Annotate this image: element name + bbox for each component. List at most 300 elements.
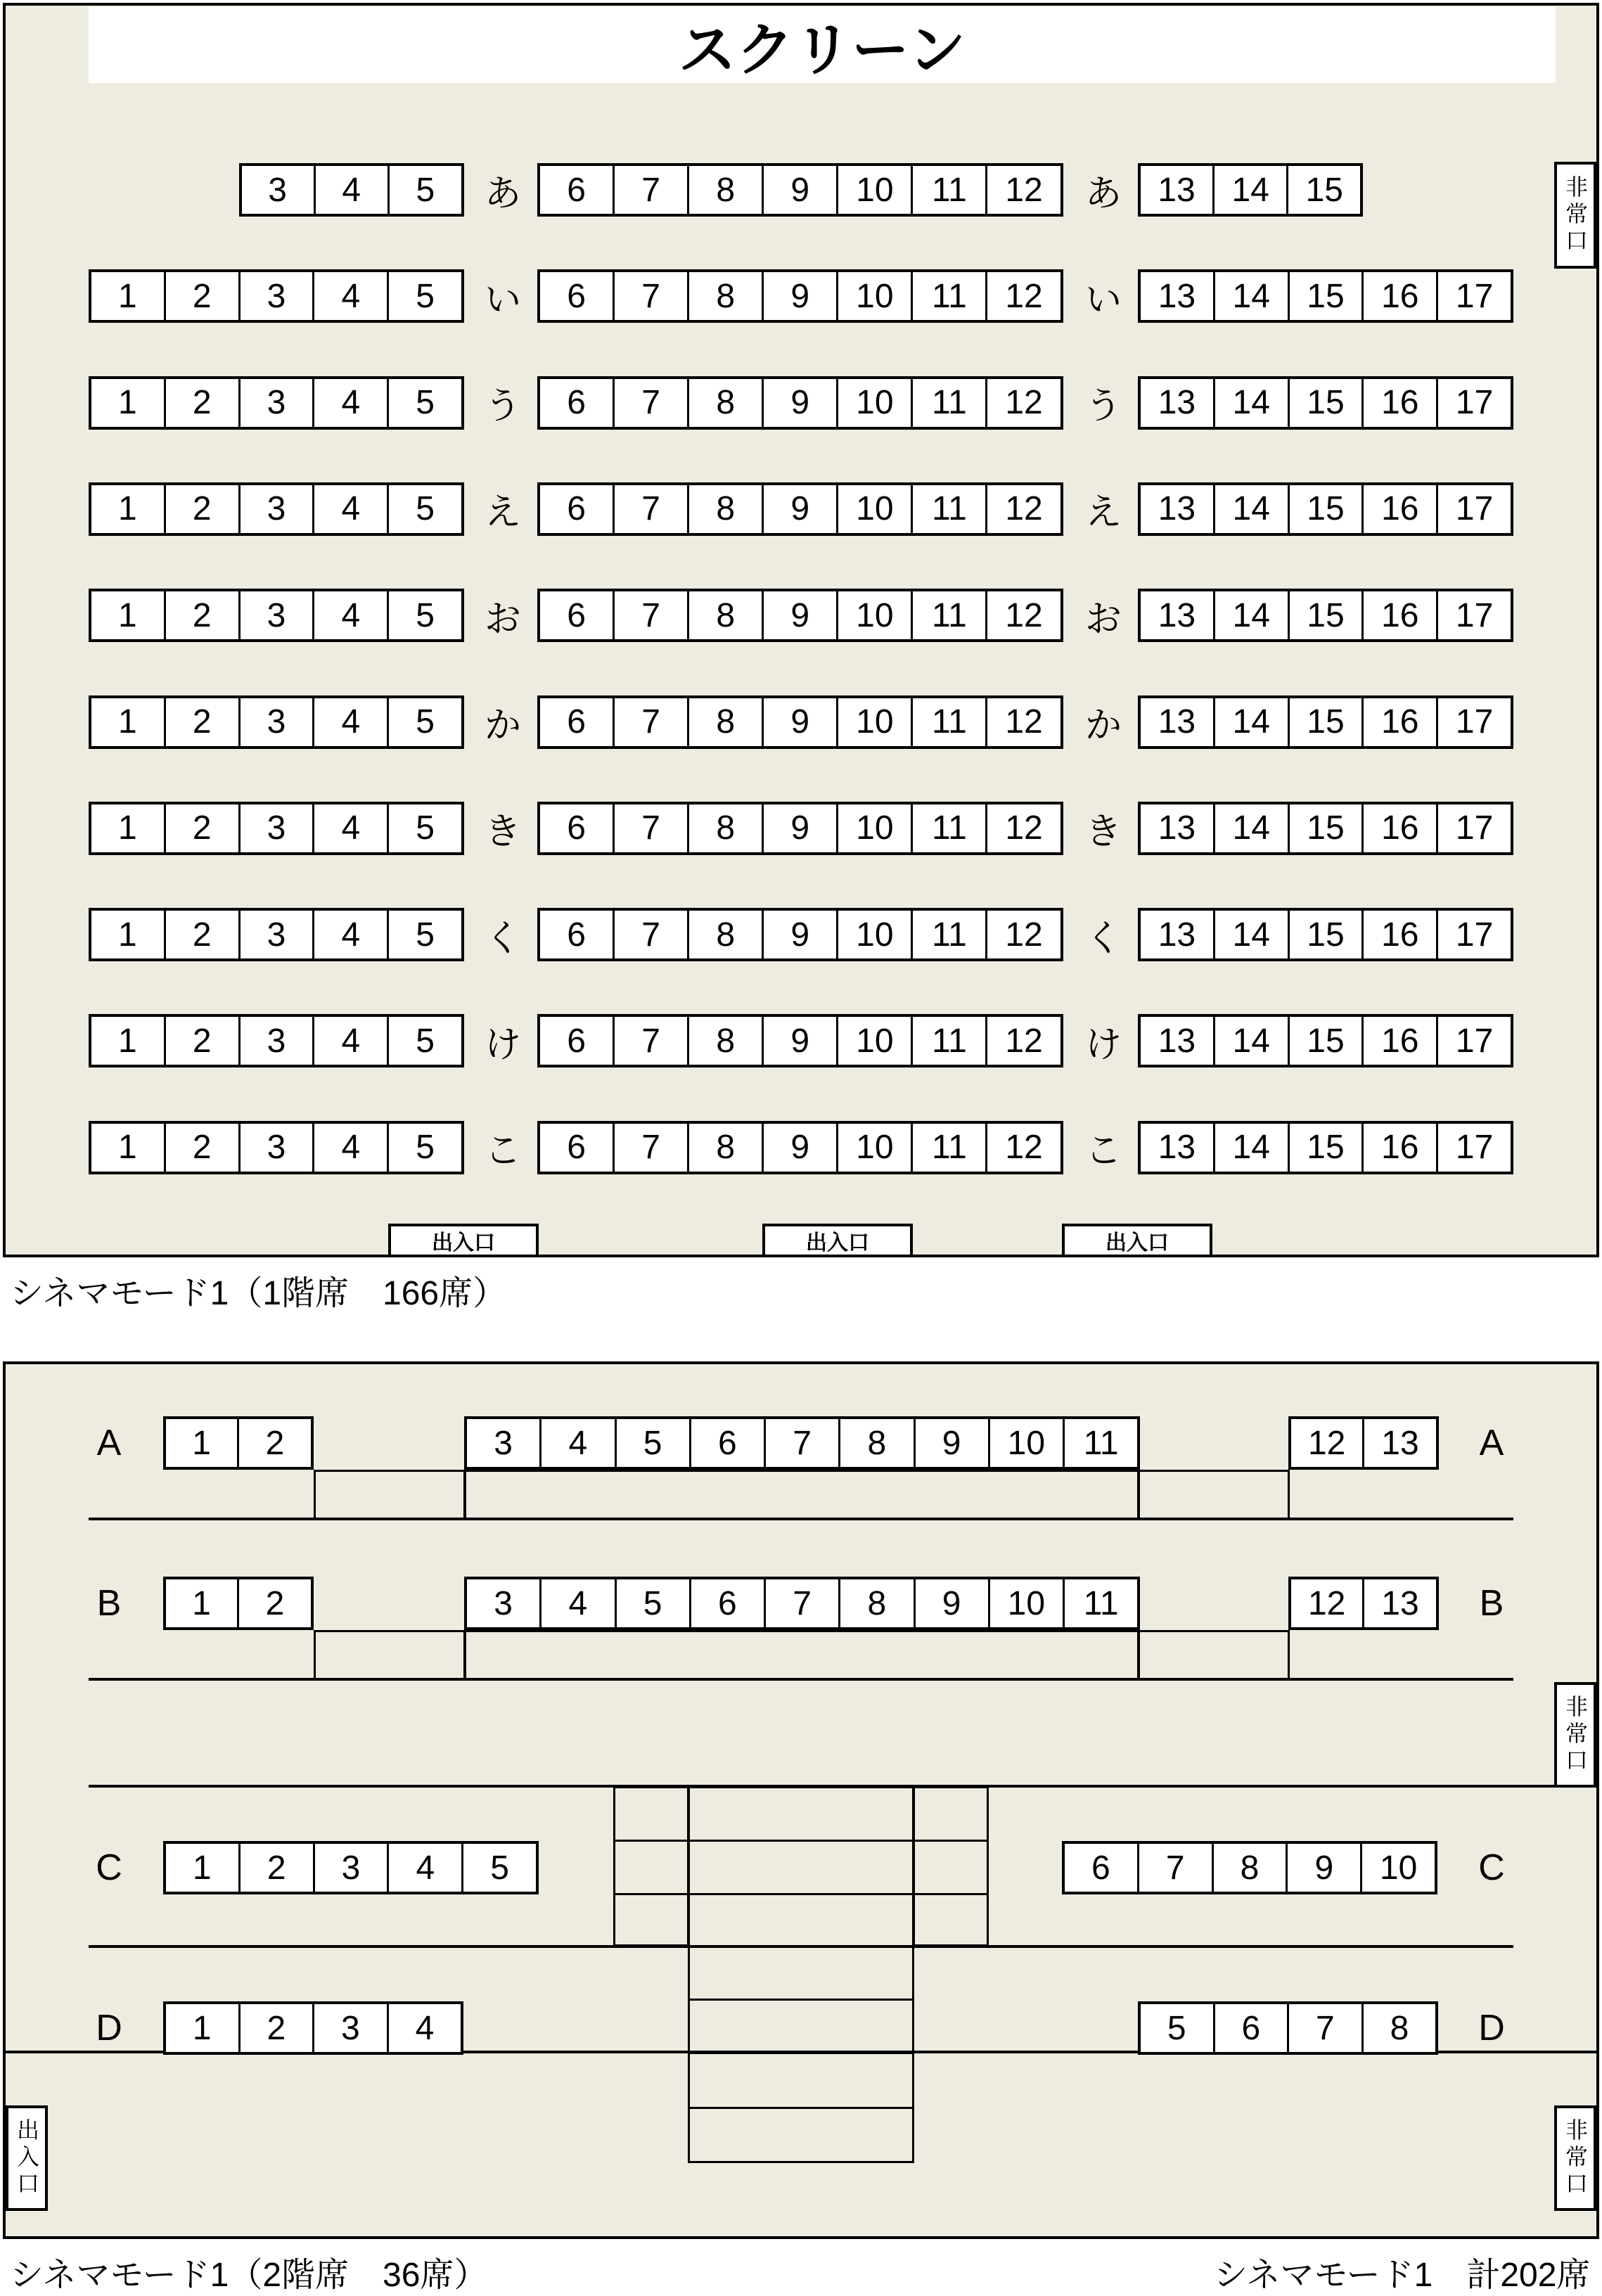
seat[interactable]: 2	[265, 1584, 285, 1622]
seat[interactable]: 5	[416, 490, 435, 528]
seat-block	[1138, 482, 1513, 536]
row-label: B	[96, 1583, 122, 1624]
seat[interactable]: 5	[1141, 2004, 1215, 2052]
seat[interactable]: 11	[913, 804, 987, 852]
seat[interactable]: 4	[542, 1579, 616, 1627]
entrance-floor2[interactable]: 出入口	[6, 2105, 48, 2211]
seat[interactable]: 17	[1455, 703, 1494, 740]
seat-block	[89, 482, 464, 536]
seat-block	[1138, 695, 1513, 749]
seat-block	[537, 163, 1063, 217]
seat[interactable]: 5	[490, 1849, 509, 1887]
seat-block	[163, 2001, 463, 2055]
seat[interactable]: 4	[415, 2009, 435, 2047]
seat-block	[464, 1416, 1140, 1470]
seat[interactable]: 2	[166, 911, 241, 958]
seat[interactable]: 15	[1290, 379, 1364, 427]
seat-block	[537, 589, 1063, 642]
seat[interactable]: 7	[1289, 2004, 1364, 2052]
seat[interactable]: 10	[838, 1124, 913, 1172]
row-label: お	[484, 598, 521, 640]
seat[interactable]: 16	[1364, 1017, 1438, 1065]
seat[interactable]: 4	[314, 485, 389, 533]
seat[interactable]: 6	[540, 911, 615, 958]
seat[interactable]: 9	[764, 166, 838, 214]
row-label: B	[1479, 1583, 1504, 1624]
seat[interactable]: 13	[1381, 1584, 1419, 1622]
seat[interactable]: 15	[1290, 1124, 1364, 1172]
seat[interactable]: 4	[314, 379, 389, 427]
row-label: き	[484, 812, 521, 853]
row-label: あ	[484, 173, 521, 214]
seat[interactable]: 4	[316, 166, 390, 214]
seat[interactable]: 7	[766, 1579, 840, 1627]
seat[interactable]: 11	[913, 1124, 987, 1172]
row-label: く	[484, 918, 521, 959]
seat[interactable]: 12	[1005, 703, 1043, 740]
seat[interactable]: 17	[1455, 490, 1494, 528]
row-label: き	[1084, 812, 1122, 853]
seat[interactable]: 10	[838, 804, 913, 852]
seat[interactable]: 11	[1083, 1584, 1119, 1622]
seat-block	[537, 1121, 1063, 1174]
seat[interactable]: 2	[241, 2004, 315, 2052]
seat[interactable]: 11	[913, 166, 987, 214]
stair-step	[688, 1893, 914, 1895]
seat[interactable]: 12	[1291, 1419, 1364, 1467]
emergency-exit-floor2-upper: 非常口	[1554, 1682, 1596, 1788]
seat[interactable]: 10	[838, 698, 913, 746]
stair-step	[688, 1840, 914, 1842]
seat[interactable]: 9	[764, 804, 838, 852]
seat-block	[1138, 589, 1513, 642]
row-label: C	[96, 1847, 122, 1888]
seat[interactable]: 5	[416, 171, 435, 209]
seat[interactable]: 7	[615, 166, 689, 214]
seat[interactable]: 17	[1455, 916, 1494, 954]
row-label: お	[1084, 598, 1122, 640]
step-box	[1138, 1470, 1290, 1520]
seat[interactable]: 3	[241, 379, 315, 427]
seat[interactable]: 15	[1290, 1017, 1364, 1065]
row-label: う	[1084, 386, 1122, 428]
seat[interactable]: 6	[691, 1579, 766, 1627]
seat[interactable]: 12	[1291, 1579, 1364, 1627]
seat[interactable]: 5	[416, 916, 435, 954]
seat[interactable]: 13	[1141, 1124, 1215, 1172]
seat[interactable]: 13	[1141, 1017, 1215, 1065]
seat[interactable]: 8	[689, 379, 764, 427]
total-caption: シネマモード1 計202席	[1214, 2257, 1591, 2294]
seat[interactable]: 3	[241, 911, 315, 958]
row-label: A	[1479, 1423, 1504, 1463]
seat[interactable]: 8	[689, 698, 764, 746]
seat[interactable]: 12	[1005, 596, 1043, 634]
seat[interactable]: 6	[540, 804, 615, 852]
stair-step	[688, 2107, 914, 2109]
seat[interactable]: 4	[314, 911, 389, 958]
door-3[interactable]: 出入口	[1062, 1224, 1212, 1257]
row-label: あ	[1084, 173, 1122, 214]
seat[interactable]: 3	[241, 804, 315, 852]
seat[interactable]: 5	[416, 1022, 435, 1060]
seat[interactable]: 14	[1215, 272, 1290, 320]
seat[interactable]: 4	[314, 698, 389, 746]
seat[interactable]: 14	[1215, 1017, 1290, 1065]
seat[interactable]: 15	[1290, 804, 1364, 852]
seat[interactable]: 16	[1364, 485, 1438, 533]
seat-block	[1138, 2001, 1438, 2055]
seat[interactable]: 5	[416, 384, 435, 422]
seat[interactable]: 2	[166, 698, 241, 746]
seat[interactable]: 2	[166, 804, 241, 852]
seat[interactable]: 7	[615, 1124, 689, 1172]
seat-block	[1138, 1121, 1513, 1174]
seat[interactable]: 5	[416, 809, 435, 847]
step-box	[1138, 1630, 1290, 1681]
seat[interactable]: 5	[617, 1419, 691, 1467]
seat[interactable]: 14	[1215, 911, 1290, 958]
step-box	[314, 1630, 466, 1681]
seat[interactable]: 2	[166, 379, 241, 427]
seat[interactable]: 14	[1215, 698, 1290, 746]
seat[interactable]: 7	[615, 698, 689, 746]
seat[interactable]: 6	[540, 1017, 615, 1065]
seat[interactable]: 7	[615, 272, 689, 320]
stair-step	[613, 1840, 689, 1842]
seat[interactable]: 3	[242, 166, 316, 214]
seat-block	[537, 1014, 1063, 1067]
seat[interactable]: 14	[1215, 166, 1288, 214]
seat[interactable]: 16	[1364, 911, 1438, 958]
seat[interactable]: 2	[166, 485, 241, 533]
seat[interactable]: 7	[615, 591, 689, 639]
stair-side-right	[913, 1786, 989, 1947]
step-box	[464, 1470, 1139, 1520]
seat[interactable]: 9	[764, 591, 838, 639]
seat-block	[1288, 1577, 1439, 1630]
seat[interactable]: 8	[689, 272, 764, 320]
seat[interactable]: 7	[615, 911, 689, 958]
seat[interactable]: 13	[1141, 804, 1215, 852]
seat[interactable]: 12	[1005, 916, 1043, 954]
seat[interactable]: 2	[166, 1017, 241, 1065]
seat[interactable]: 4	[314, 272, 389, 320]
seat[interactable]: 4	[389, 1844, 463, 1892]
seat[interactable]: 16	[1364, 591, 1438, 639]
seat[interactable]: 2	[166, 591, 241, 639]
seat[interactable]: 1	[91, 698, 166, 746]
seat-block	[537, 269, 1063, 323]
seat[interactable]: 13	[1381, 1424, 1419, 1462]
seat[interactable]: 15	[1305, 171, 1343, 209]
seat[interactable]: 1	[166, 1419, 239, 1467]
seat[interactable]: 15	[1290, 272, 1364, 320]
seat[interactable]: 13	[1141, 166, 1215, 214]
seat[interactable]: 17	[1455, 809, 1494, 847]
seat[interactable]: 5	[416, 596, 435, 634]
seat[interactable]: 12	[1005, 1022, 1043, 1060]
seat[interactable]: 1	[91, 911, 166, 958]
seat[interactable]: 11	[913, 591, 987, 639]
step-box	[314, 1470, 466, 1520]
stair-side-left	[613, 1786, 689, 1947]
seat[interactable]: 9	[764, 1017, 838, 1065]
seat[interactable]: 12	[1005, 1129, 1043, 1167]
seat[interactable]: 15	[1290, 911, 1364, 958]
seat[interactable]: 10	[838, 911, 913, 958]
seat[interactable]: 3	[467, 1579, 542, 1627]
seat-block	[239, 163, 464, 217]
stair-step	[613, 1893, 689, 1895]
seat-block	[89, 589, 464, 642]
door-2[interactable]: 出入口	[762, 1224, 913, 1257]
seat[interactable]: 10	[990, 1579, 1065, 1627]
seat[interactable]: 4	[314, 1124, 389, 1172]
seat[interactable]: 5	[617, 1579, 691, 1627]
seat[interactable]: 8	[689, 911, 764, 958]
seat-block	[89, 695, 464, 749]
row-label: D	[1478, 2008, 1505, 2048]
row-label: こ	[1084, 1131, 1122, 1172]
seat[interactable]: 17	[1455, 384, 1494, 422]
seat[interactable]: 8	[840, 1419, 915, 1467]
seat[interactable]: 14	[1215, 379, 1290, 427]
seat[interactable]: 11	[913, 698, 987, 746]
seat-block	[1138, 163, 1363, 217]
seat[interactable]: 17	[1455, 277, 1494, 315]
row-label: い	[484, 279, 521, 321]
seat[interactable]: 3	[241, 591, 315, 639]
seat[interactable]: 15	[1290, 698, 1364, 746]
seat-block	[163, 1416, 314, 1470]
seat-block	[1138, 802, 1513, 855]
seat[interactable]: 3	[467, 1419, 542, 1467]
seat[interactable]: 3	[241, 698, 315, 746]
seat[interactable]: 17	[1455, 1022, 1494, 1060]
seat[interactable]: 13	[1141, 698, 1215, 746]
row-label: D	[96, 2008, 122, 2048]
seat[interactable]: 14	[1215, 485, 1290, 533]
seat[interactable]: 10	[838, 1017, 913, 1065]
seat[interactable]: 11	[913, 485, 987, 533]
seat[interactable]: 17	[1455, 1129, 1494, 1167]
seat[interactable]: 6	[540, 166, 615, 214]
seat[interactable]: 10	[1379, 1849, 1418, 1887]
seat-block	[537, 802, 1063, 855]
seat[interactable]: 16	[1364, 379, 1438, 427]
seat[interactable]: 16	[1364, 1124, 1438, 1172]
seat[interactable]: 1	[91, 379, 166, 427]
seat[interactable]: 7	[615, 485, 689, 533]
seat[interactable]: 3	[241, 1017, 315, 1065]
seat-block	[89, 269, 464, 323]
emergency-exit-floor1: 非常口	[1554, 162, 1596, 269]
row-label: け	[484, 1024, 521, 1065]
seat-block	[1138, 908, 1513, 961]
seat[interactable]: 13	[1141, 272, 1215, 320]
seat[interactable]: 7	[615, 1017, 689, 1065]
seat[interactable]: 8	[1214, 1844, 1288, 1892]
seat[interactable]: 10	[838, 591, 913, 639]
seat[interactable]: 8	[689, 591, 764, 639]
seat[interactable]: 7	[766, 1419, 840, 1467]
seat[interactable]: 13	[1141, 911, 1215, 958]
seat[interactable]: 9	[764, 698, 838, 746]
stair-step	[688, 1999, 914, 2001]
seat-block	[1138, 269, 1513, 323]
floor2-caption: シネマモード1（2階席 36席）	[10, 2257, 488, 2294]
seat[interactable]: 9	[916, 1419, 990, 1467]
seat[interactable]: 9	[764, 911, 838, 958]
seat[interactable]: 12	[1005, 277, 1043, 315]
stair-step	[688, 2052, 914, 2054]
row-label: A	[96, 1423, 122, 1463]
seat[interactable]: 10	[990, 1419, 1065, 1467]
row-label: か	[1084, 705, 1122, 746]
seat[interactable]: 8	[840, 1579, 915, 1627]
seat[interactable]: 11	[913, 272, 987, 320]
seat[interactable]: 10	[838, 379, 913, 427]
seat[interactable]: 2	[166, 1124, 241, 1172]
seat[interactable]: 11	[913, 1017, 987, 1065]
seat[interactable]: 11	[913, 911, 987, 958]
seat[interactable]: 6	[540, 272, 615, 320]
seat[interactable]: 14	[1215, 591, 1290, 639]
seat[interactable]: 7	[615, 804, 689, 852]
seat[interactable]: 15	[1290, 485, 1364, 533]
seat[interactable]: 1	[91, 1124, 166, 1172]
seat[interactable]: 1	[91, 485, 166, 533]
row-label: く	[1084, 918, 1122, 959]
seat[interactable]: 6	[540, 379, 615, 427]
row-label: け	[1084, 1024, 1122, 1065]
seat[interactable]: 6	[1215, 2004, 1290, 2052]
seat[interactable]: 1	[166, 1579, 239, 1627]
floor1-caption: シネマモード1（1階席 166席）	[10, 1275, 507, 1312]
row-label: え	[1084, 492, 1122, 534]
emergency-exit-floor2-lower: 非常口	[1554, 2105, 1596, 2211]
seat-block	[1138, 1014, 1513, 1067]
seat[interactable]: 1	[91, 1017, 166, 1065]
step-box	[464, 1630, 1139, 1681]
seat[interactable]: 7	[615, 379, 689, 427]
seat-block	[537, 695, 1063, 749]
seat[interactable]: 6	[540, 485, 615, 533]
seat[interactable]: 8	[689, 1124, 764, 1172]
seat[interactable]: 6	[1065, 1844, 1139, 1892]
seat[interactable]: 6	[540, 591, 615, 639]
seat[interactable]: 3	[241, 272, 315, 320]
seat[interactable]: 8	[689, 485, 764, 533]
seat-block	[1138, 376, 1513, 430]
seat[interactable]: 16	[1364, 272, 1438, 320]
seat[interactable]: 1	[166, 2004, 241, 2052]
seat[interactable]: 12	[1005, 171, 1043, 209]
seat[interactable]: 6	[540, 698, 615, 746]
row-label: う	[484, 386, 521, 428]
seat-block	[89, 1121, 464, 1174]
seat[interactable]: 13	[1141, 485, 1215, 533]
seat[interactable]: 9	[764, 272, 838, 320]
seat[interactable]: 1	[91, 804, 166, 852]
seat[interactable]: 10	[838, 166, 913, 214]
seat[interactable]: 16	[1364, 698, 1438, 746]
seat[interactable]: 9	[764, 379, 838, 427]
stair-step	[913, 1893, 989, 1895]
seat[interactable]: 3	[315, 1844, 390, 1892]
seat[interactable]: 5	[416, 1129, 435, 1167]
seat[interactable]: 8	[689, 804, 764, 852]
seat-block	[89, 376, 464, 430]
seat[interactable]: 4	[314, 1017, 389, 1065]
seat[interactable]: 13	[1141, 591, 1215, 639]
seat[interactable]: 9	[916, 1579, 990, 1627]
seat[interactable]: 14	[1215, 804, 1290, 852]
seat[interactable]: 16	[1364, 804, 1438, 852]
seat[interactable]: 3	[314, 2004, 389, 2052]
seat[interactable]: 10	[838, 485, 913, 533]
seat[interactable]: 7	[1139, 1844, 1214, 1892]
seat-block	[89, 1014, 464, 1067]
seat[interactable]: 9	[1288, 1844, 1362, 1892]
row-label: い	[1084, 279, 1122, 321]
seat[interactable]: 1	[91, 272, 166, 320]
seat[interactable]: 1	[166, 1844, 241, 1892]
seat-block	[537, 376, 1063, 430]
seat[interactable]: 1	[91, 591, 166, 639]
seat-block	[89, 802, 464, 855]
seat[interactable]: 3	[241, 1124, 315, 1172]
seat-block	[163, 1841, 539, 1894]
seat[interactable]: 2	[265, 1424, 285, 1462]
seat[interactable]: 12	[1005, 490, 1043, 528]
seat[interactable]: 12	[1005, 384, 1043, 422]
seat[interactable]: 8	[1390, 2009, 1409, 2047]
row-label: C	[1478, 1847, 1505, 1888]
seat[interactable]: 9	[764, 1124, 838, 1172]
seat[interactable]: 12	[1005, 809, 1043, 847]
seat[interactable]: 5	[416, 277, 435, 315]
seat[interactable]: 4	[542, 1419, 616, 1467]
seat[interactable]: 10	[838, 272, 913, 320]
seat[interactable]: 5	[416, 703, 435, 740]
seat[interactable]: 13	[1141, 379, 1215, 427]
seat[interactable]: 3	[241, 485, 315, 533]
seat-block	[537, 908, 1063, 961]
seat[interactable]: 4	[314, 591, 389, 639]
seat[interactable]: 4	[314, 804, 389, 852]
seat[interactable]: 8	[689, 166, 764, 214]
screen-label: スクリーン	[89, 7, 1556, 83]
seat[interactable]: 6	[691, 1419, 766, 1467]
row-label: か	[484, 705, 521, 746]
seat[interactable]: 11	[913, 379, 987, 427]
seat-block	[89, 908, 464, 961]
seat[interactable]: 8	[689, 1017, 764, 1065]
seat-block	[1062, 1841, 1437, 1894]
seat[interactable]: 6	[540, 1124, 615, 1172]
seat[interactable]: 2	[166, 272, 241, 320]
seat[interactable]: 2	[241, 1844, 315, 1892]
seat[interactable]: 9	[764, 485, 838, 533]
seat[interactable]: 11	[1083, 1424, 1119, 1462]
seat[interactable]: 14	[1215, 1124, 1290, 1172]
door-1[interactable]: 出入口	[388, 1224, 539, 1257]
seat[interactable]: 15	[1290, 591, 1364, 639]
seat[interactable]: 17	[1455, 596, 1494, 634]
seat-block	[464, 1577, 1140, 1630]
